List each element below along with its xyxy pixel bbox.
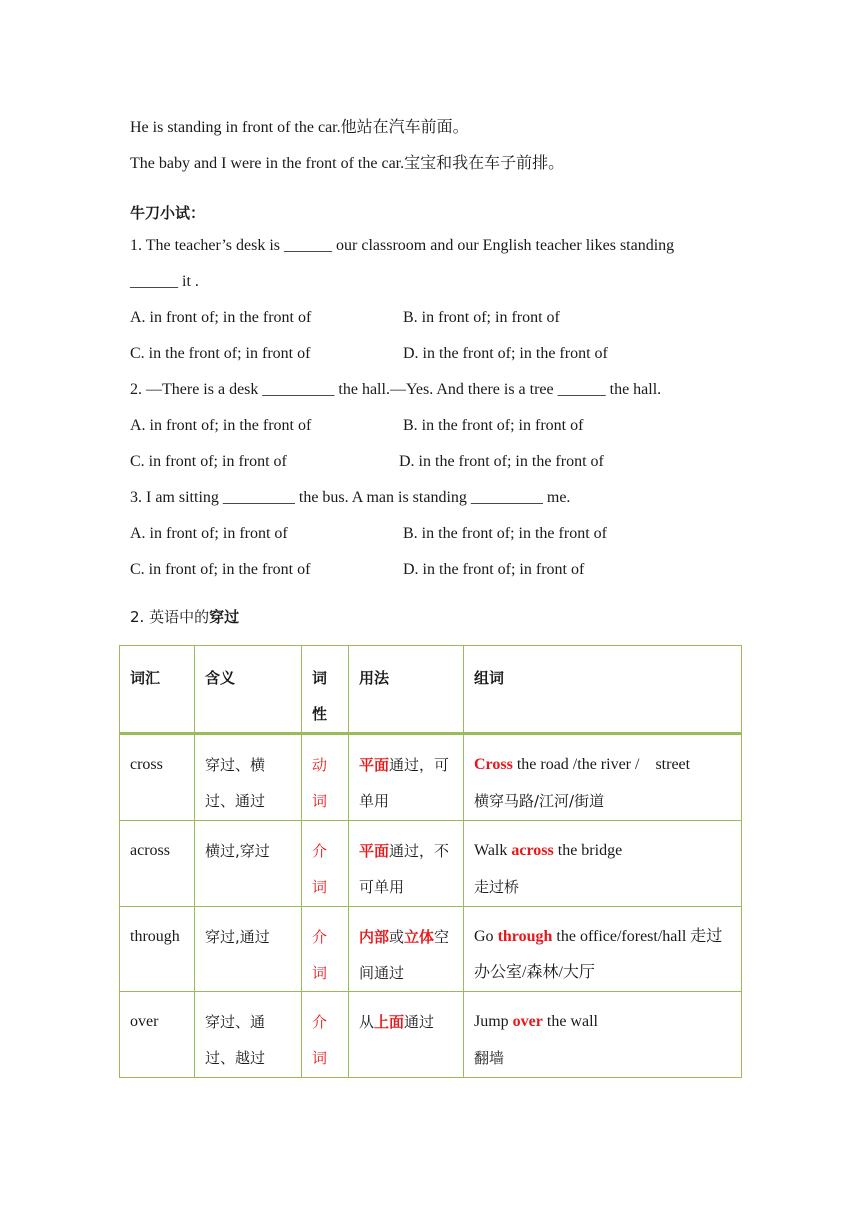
q1-options-row1 [130,308,750,328]
q2-option-b: B. in the front of; in front of [403,417,584,434]
cell-word: over [120,992,195,1078]
usage-text: 通过，不可单用 [359,842,450,896]
phrase-prefix: Walk [474,842,512,859]
usage-prefix: 从 [359,1013,375,1031]
example-sentence-2: The baby and I were in the front of the car.宝宝和我在车子前排。 [130,155,565,172]
cell-pos: 介词 [302,992,349,1078]
usage-text: 通过 [404,1013,435,1031]
header-pos: 词 性 [302,646,349,734]
header-usage: 用法 [349,646,464,734]
q1-option-d: D. in the front of; in the front of [403,345,608,362]
q2-options-row1 [130,416,750,436]
cell-phrase [464,734,742,821]
table-row [120,821,742,907]
q2-option-a: A. in front of; in the front of [130,417,312,434]
usage-highlight: 平面 [359,842,390,860]
cell-meaning: 穿过、横过、通过 [195,734,302,821]
q2-options-row2 [130,452,750,472]
q1-options-row2 [130,344,750,364]
usage-text: 通过，可单用 [359,756,450,810]
cell-usage [349,907,464,992]
phrase-highlight: through [497,928,553,945]
cell-phrase [464,907,742,992]
q3-option-b: B. in the front of; in the front of [403,525,607,542]
cell-word: across [120,821,195,907]
usage-highlight: 内部 [359,928,390,946]
table-row [120,734,742,821]
usage-text: 空间通过 [359,928,450,982]
usage-highlight-2: 立体 [404,928,435,946]
q3-option-d: D. in the front of; in front of [403,561,585,578]
usage-highlight: 上面 [374,1013,405,1031]
cell-meaning: 穿过、通过、越过 [195,992,302,1078]
cell-meaning: 横过,穿过 [195,821,302,907]
phrase-translation: 走过桥 [474,878,520,896]
q1-option-c: C. in the front of; in front of [130,345,311,362]
q3-options-row1 [130,524,750,544]
cell-usage [349,821,464,907]
section-heading-prefix: 2. 英语中的 [130,608,210,626]
quiz-heading: 牛刀小试： [130,204,206,222]
table-row [120,992,742,1078]
q3-option-c: C. in front of; in the front of [130,561,311,578]
cell-usage [349,992,464,1078]
q1-stem-line2: ______ it . [130,273,199,290]
section-heading [130,607,239,627]
q1-option-b: B. in front of; in front of [403,309,560,326]
usage-highlight: 平面 [359,756,390,774]
header-phrase: 组词 [464,646,742,734]
usage-connector: 或 [389,928,405,946]
cell-word: through [120,907,195,992]
phrase-prefix: Go [474,928,498,945]
cell-pos: 介词 [302,907,349,992]
cell-meaning: 穿过,通过 [195,907,302,992]
cell-word: cross [120,734,195,821]
q1-stem-line1: 1. The teacher’s desk is ______ our classroom and our English teacher likes standing [130,237,675,254]
phrase-text: the bridge [553,842,623,859]
cell-phrase [464,992,742,1078]
phrase-highlight: over [512,1013,543,1030]
cell-usage [349,734,464,821]
table-header-row [120,646,742,734]
q1-option-a: A. in front of; in the front of [130,309,312,326]
cell-pos: 介词 [302,821,349,907]
q3-stem: 3. I am sitting _________ the bus. A man is standing _________ me. [130,489,571,506]
phrase-translation: 翻墙 [474,1049,505,1067]
q2-option-c: C. in front of; in front of [130,453,287,470]
phrase-text: the wall [542,1013,598,1030]
phrase-highlight: across [511,842,554,859]
cell-pos: 动词 [302,734,349,821]
q3-option-a: A. in front of; in front of [130,525,288,542]
phrase-text: the road /the river / street [512,756,691,773]
cell-phrase [464,821,742,907]
header-word: 词汇 [120,646,195,734]
phrase-prefix: Jump [474,1013,513,1030]
q3-options-row2 [130,560,750,580]
vocab-table [119,645,742,1078]
table-row [120,907,742,992]
phrase-translation: 横穿马路/江河/街道 [474,792,605,810]
header-meaning: 含义 [195,646,302,734]
section-heading-bold: 穿过 [209,608,240,626]
q2-option-d: D. in the front of; in the front of [399,453,604,470]
phrase-highlight: Cross [474,756,513,773]
q2-stem: 2. —There is a desk _________ the hall.—Yes. And there is a tree ______ the hall. [130,381,662,398]
phrase-text: the office/forest/hall 走过办公室/森林/大厅 [474,928,723,981]
example-sentence-1: He is standing in front of the car.他站在汽车前面。 [130,119,469,136]
